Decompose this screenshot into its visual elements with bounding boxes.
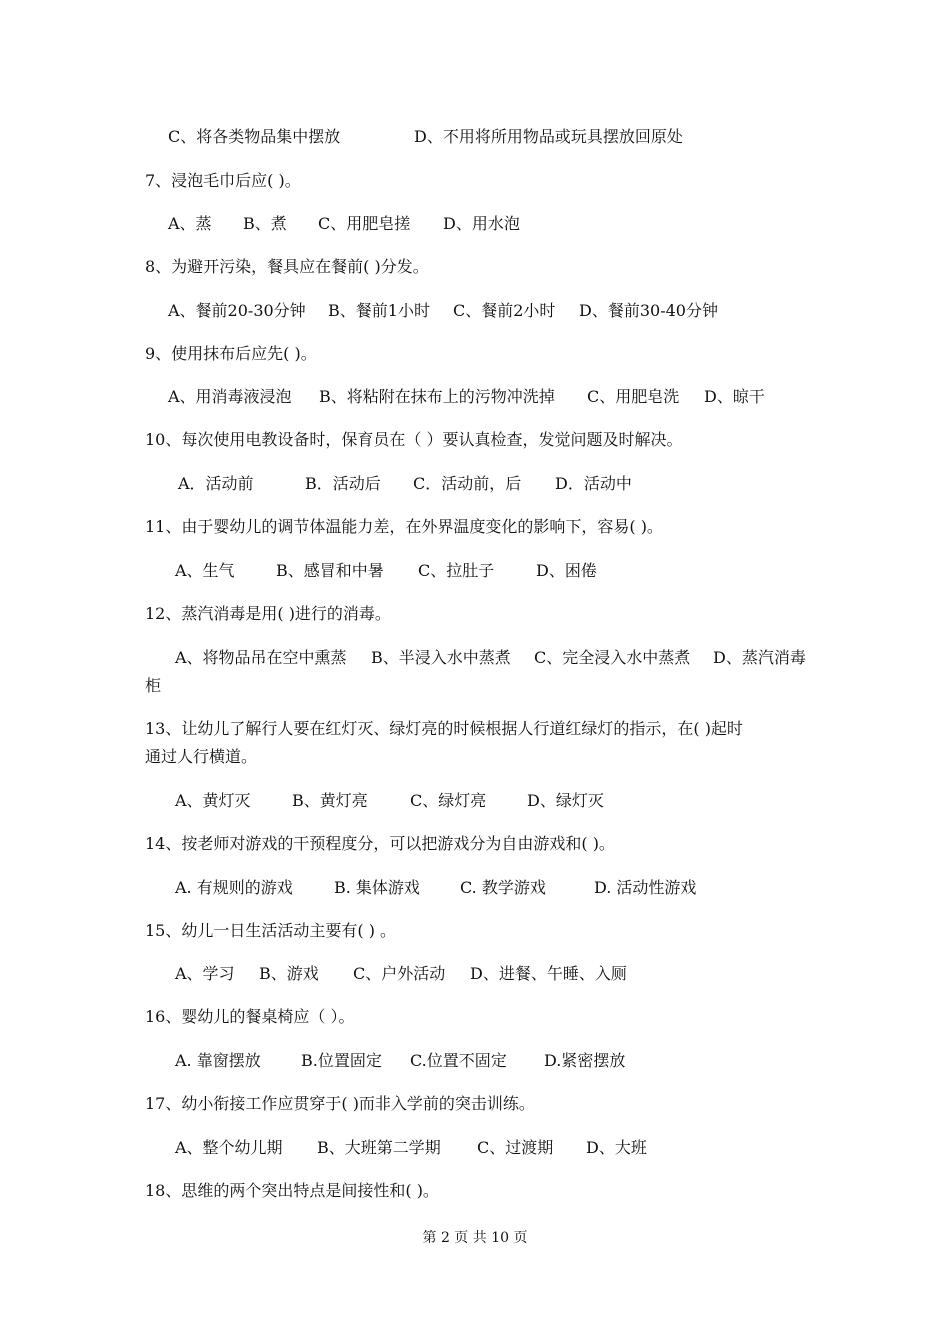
option: A、整个幼儿期 (175, 1138, 283, 1157)
option: C．活动前，后 (413, 474, 522, 493)
question-13: 13、让幼儿了解行人要在红灯灭、绿灯亮的时候根据人行道红绿灯的指示，在( )起时 (145, 719, 743, 738)
option: B．活动后 (305, 474, 381, 493)
options-row (175, 877, 696, 899)
option: A. 靠窗摆放 (175, 1051, 261, 1070)
option: D、餐前30-40分钟 (579, 301, 718, 320)
options-row (175, 560, 597, 582)
option: B、煮 (243, 214, 287, 233)
option: B、半浸入水中蒸煮 (371, 648, 511, 667)
option: B、感冒和中暑 (276, 561, 384, 580)
option: D、绿灯灭 (527, 791, 604, 810)
option: A、黄灯灭 (175, 791, 251, 810)
option: A、蒸 (168, 214, 212, 233)
question-7: 7、浸泡毛巾后应( )。 (145, 171, 301, 190)
question-14: 14、按老师对游戏的干预程度分，可以把游戏分为自由游戏和( )。 (145, 834, 615, 853)
option: C.位置不固定 (410, 1051, 507, 1070)
options-row (175, 963, 627, 985)
question-10: 10、每次使用电教设备时，保育员在（ ）要认真检查，发觉问题及时解决。 (145, 430, 683, 449)
option: A、将物品吊在空中熏蒸 (175, 648, 347, 667)
option: B、游戏 (259, 964, 319, 983)
question-15: 15、幼儿一日生活活动主要有( ) 。 (145, 921, 397, 940)
option: D、晾干 (704, 387, 765, 406)
option: C、餐前2小时 (453, 301, 556, 320)
options-row (168, 213, 520, 235)
options-row (175, 790, 604, 812)
option: C、拉肚子 (418, 561, 495, 580)
option: B、大班第二学期 (317, 1138, 441, 1157)
option: A. 有规则的游戏 (175, 878, 293, 897)
options-row (175, 647, 806, 669)
option: C、将各类物品集中摆放 (168, 127, 341, 146)
option: B、黄灯亮 (292, 791, 368, 810)
option: D、用水泡 (443, 214, 520, 233)
options-row (168, 386, 765, 408)
option: A、生气 (175, 561, 235, 580)
question-17: 17、幼小衔接工作应贯穿于( )而非入学前的突击训练。 (145, 1094, 535, 1113)
option: C、用肥皂搓 (318, 214, 411, 233)
option: C、过渡期 (477, 1138, 554, 1157)
question-16: 16、婴幼儿的餐桌椅应（ ）。 (145, 1007, 355, 1026)
option: D. 活动性游戏 (594, 878, 697, 897)
option: A．活动前 (178, 474, 254, 493)
question-11: 11、由于婴幼儿的调节体温能力差，在外界温度变化的影响下，容易( )。 (145, 517, 663, 536)
option: D．活动中 (555, 474, 632, 493)
option: A、用消毒液浸泡 (168, 387, 292, 406)
option: A、餐前20-30分钟 (168, 301, 306, 320)
option: D、蒸汽消毒 (713, 648, 806, 667)
question-12: 12、蒸汽消毒是用( )进行的消毒。 (145, 604, 391, 623)
question-18: 18、思维的两个突出特点是间接性和( )。 (145, 1181, 439, 1200)
option: D、不用将所用物品或玩具摆放回原处 (414, 127, 683, 146)
page-footer: 第 2 页 共 10 页 (422, 1230, 528, 1246)
options-row (175, 1137, 647, 1159)
option: C、用肥皂洗 (587, 387, 680, 406)
option: C、绿灯亮 (410, 791, 487, 810)
question-9: 9、使用抹布后应先( )。 (145, 344, 317, 363)
options-row (178, 473, 632, 495)
option: D、大班 (586, 1138, 647, 1157)
option: D、进餐、午睡、入厕 (470, 964, 627, 983)
options-row (168, 126, 683, 148)
option: B、餐前1小时 (328, 301, 430, 320)
options-row (168, 300, 718, 322)
option: C、户外活动 (353, 964, 446, 983)
option: A、学习 (175, 964, 235, 983)
question-continuation: 通过人行横道。 (145, 747, 258, 766)
option: B. 集体游戏 (334, 878, 420, 897)
option: D、困倦 (536, 561, 597, 580)
options-row (175, 1050, 625, 1072)
option: C. 教学游戏 (460, 878, 546, 897)
option: B.位置固定 (301, 1051, 382, 1070)
option: C、完全浸入水中蒸煮 (534, 648, 691, 667)
question-8: 8、为避开污染，餐具应在餐前( )分发。 (145, 257, 429, 276)
option: B、将粘附在抹布上的污物冲洗掉 (319, 387, 555, 406)
option-continuation: 柜 (145, 676, 162, 695)
option: D.紧密摆放 (544, 1051, 626, 1070)
